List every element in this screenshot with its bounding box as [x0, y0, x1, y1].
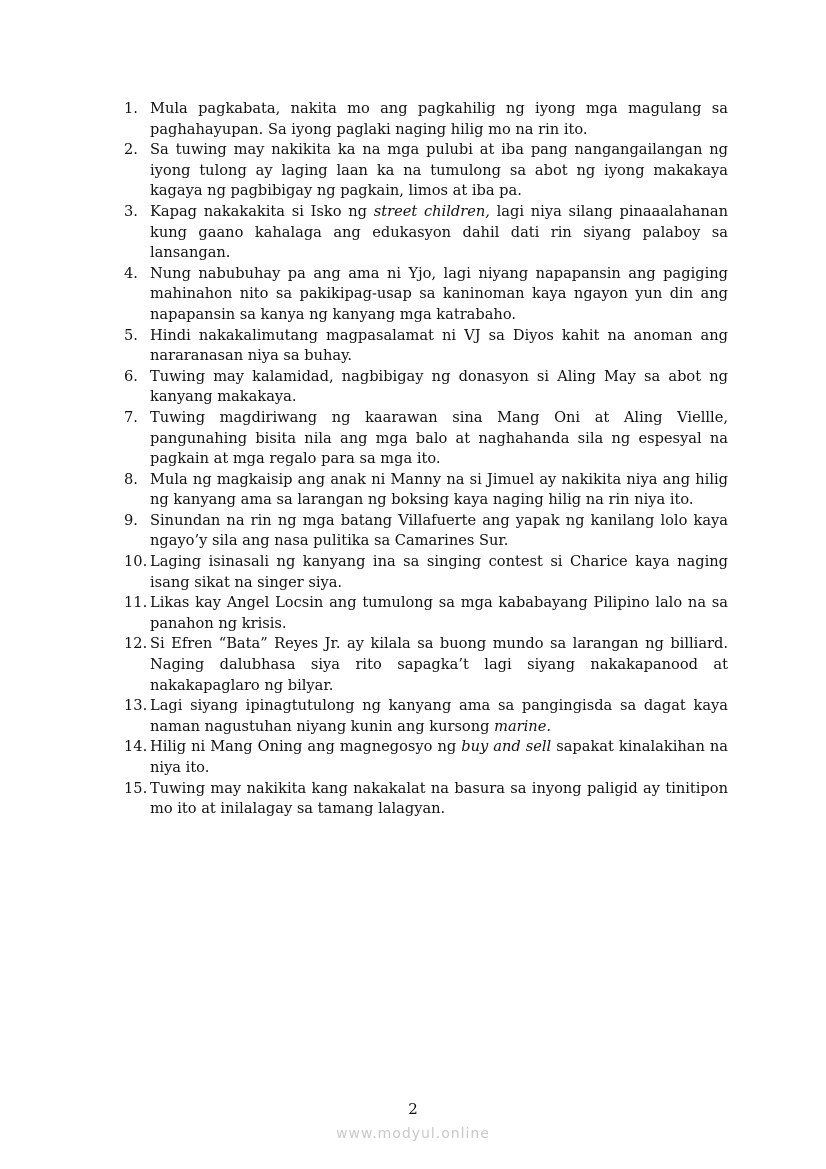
list-item	[124, 593, 728, 634]
text-run: sapakat kinalakihan na niya ito.	[150, 738, 728, 776]
list-item-text	[150, 203, 728, 261]
list-item	[124, 202, 728, 264]
page-number: 2	[408, 1100, 418, 1118]
text-run: Laging isinasali ng kanyang ina sa singing contest si Charice kaya naging isang sikat na singer siya.	[150, 553, 728, 591]
list-item-number: 1.	[124, 100, 138, 117]
text-run: Mula pagkabata, nakita mo ang pagkahilig ng iyong mga magulang sa paghahayupan. Sa iyong paglaki naging hilig mo na rin ito.	[150, 100, 728, 138]
italic-phrase: marine.	[494, 717, 551, 735]
list-item	[124, 696, 728, 737]
list-item	[124, 408, 728, 470]
text-run: Tuwing magdiriwang ng kaarawan sina Mang Oni at Aling Viellle, pangunahing bisita nila ang mga balo at naghahanda sila ng espesyal na pagkain at mga regalo para sa mga ito.	[150, 408, 728, 468]
list-item-number: 3.	[124, 202, 138, 220]
list-item-text	[150, 553, 728, 591]
list-item-number: 10.	[124, 553, 148, 571]
list-item-number: 8.	[124, 470, 138, 488]
text-run: Nung nabubuhay pa ang ama ni Yjo, lagi niyang napapansin ang pagiging mahinahon nito sa pakikipag-usap sa kaninoman kaya ngayon yun din ang napapansin sa kanya ng kanyang mga katrabaho.	[150, 264, 728, 323]
list-item	[124, 140, 728, 202]
list-item	[124, 511, 728, 552]
list-item-number: 13.	[124, 697, 148, 715]
list-item	[124, 552, 728, 593]
text-run: lagi niya silang pinaaalahanan kung gaano kahalaga ang edukasyon dahil dati rin siyang palaboy sa lansangan.	[150, 202, 728, 262]
list-item	[124, 634, 728, 696]
list-item	[124, 264, 728, 326]
list-item	[124, 326, 728, 367]
list-item-text	[150, 738, 728, 776]
text-run: Tuwing may kalamidad, nagbibigay ng donasyon si Aling May sa abot ng kanyang makakaya.	[150, 367, 728, 406]
text-run: Lagi siyang ipinagtutulong ng kanyang ama sa pangingisda sa dagat kaya naman nagustuhan niyang kunin ang kursong	[150, 697, 728, 735]
list-item	[124, 99, 728, 140]
list-item-number: 7.	[124, 408, 138, 426]
numbered-list	[124, 99, 728, 820]
list-item-number: 9.	[124, 511, 138, 529]
list-item	[124, 470, 728, 511]
list-item-text	[150, 512, 728, 550]
list-item	[124, 779, 728, 820]
list-item-text	[150, 697, 728, 735]
text-run: Mula ng magkaisip ang anak ni Manny na si Jimuel ay nakikita niya ang hilig ng kanyang ama sa larangan ng boksing kaya naging hilig na rin niya ito.	[150, 470, 728, 509]
list-item-number: 5.	[124, 326, 138, 344]
list-item-text	[150, 471, 728, 509]
list-item	[124, 737, 728, 778]
list-item-number: 11.	[124, 594, 148, 612]
text-run: Tuwing may nakikita kang nakakalat na basura sa inyong paligid ay tinitipon mo ito at inilalagay sa tamang lalagyan.	[150, 779, 728, 818]
list-item-number: 6.	[124, 367, 138, 385]
italic-phrase: buy and sell	[461, 738, 552, 756]
list-item-text	[150, 100, 728, 138]
list-item-number: 14.	[124, 738, 148, 756]
list-item-text	[150, 141, 728, 199]
text-run: Sinundan na rin ng mga batang Villafuerte ang yapak ng kanilang lolo kaya ngayo’y sila ang nasa pulitika sa Camarines Sur.	[150, 511, 728, 550]
list-item-text	[150, 780, 728, 818]
text-run: Sa tuwing may nakikita ka na mga pulubi at iba pang nangangailangan ng iyong tulong ay laging laan ka na tumulong sa abot ng iyong makakaya kagaya ng pagbibigay ng pagkain, limos at iba pa.	[150, 141, 728, 200]
list-item-number: 15.	[124, 779, 148, 797]
list-item-number: 2.	[124, 141, 138, 159]
italic-phrase: street children,	[373, 202, 490, 220]
list-item-text	[150, 368, 728, 406]
text-run: Likas kay Angel Locsin ang tumulong sa mga kababayang Pilipino lalo na sa panahon ng krisis.	[150, 594, 728, 632]
list-item-text	[150, 327, 728, 365]
list-item	[124, 367, 728, 408]
watermark: www.modyul.online	[336, 1126, 490, 1142]
list-item-text	[150, 594, 728, 632]
list-item-text	[150, 265, 728, 323]
text-run: Kapag nakakakita si Isko ng	[150, 202, 374, 220]
text-run: Hilig ni Mang Oning ang magnegosyo ng	[150, 738, 462, 756]
list-item-number: 4.	[124, 264, 138, 282]
list-item-number: 12.	[124, 635, 148, 653]
text-run: Si Efren “Bata” Reyes Jr. ay kilala sa buong mundo sa larangan ng billiard. Naging dalubhasa siya rito sapagka’t lagi siyang nakakapanood at nakakapaglaro ng bilyar.	[150, 635, 728, 694]
list-item-text	[150, 635, 728, 693]
text-run: Hindi nakakalimutang magpasalamat ni VJ sa Diyos kahit na anoman ang nararanasan niya sa buhay.	[150, 326, 728, 365]
list-item-text	[150, 409, 728, 467]
